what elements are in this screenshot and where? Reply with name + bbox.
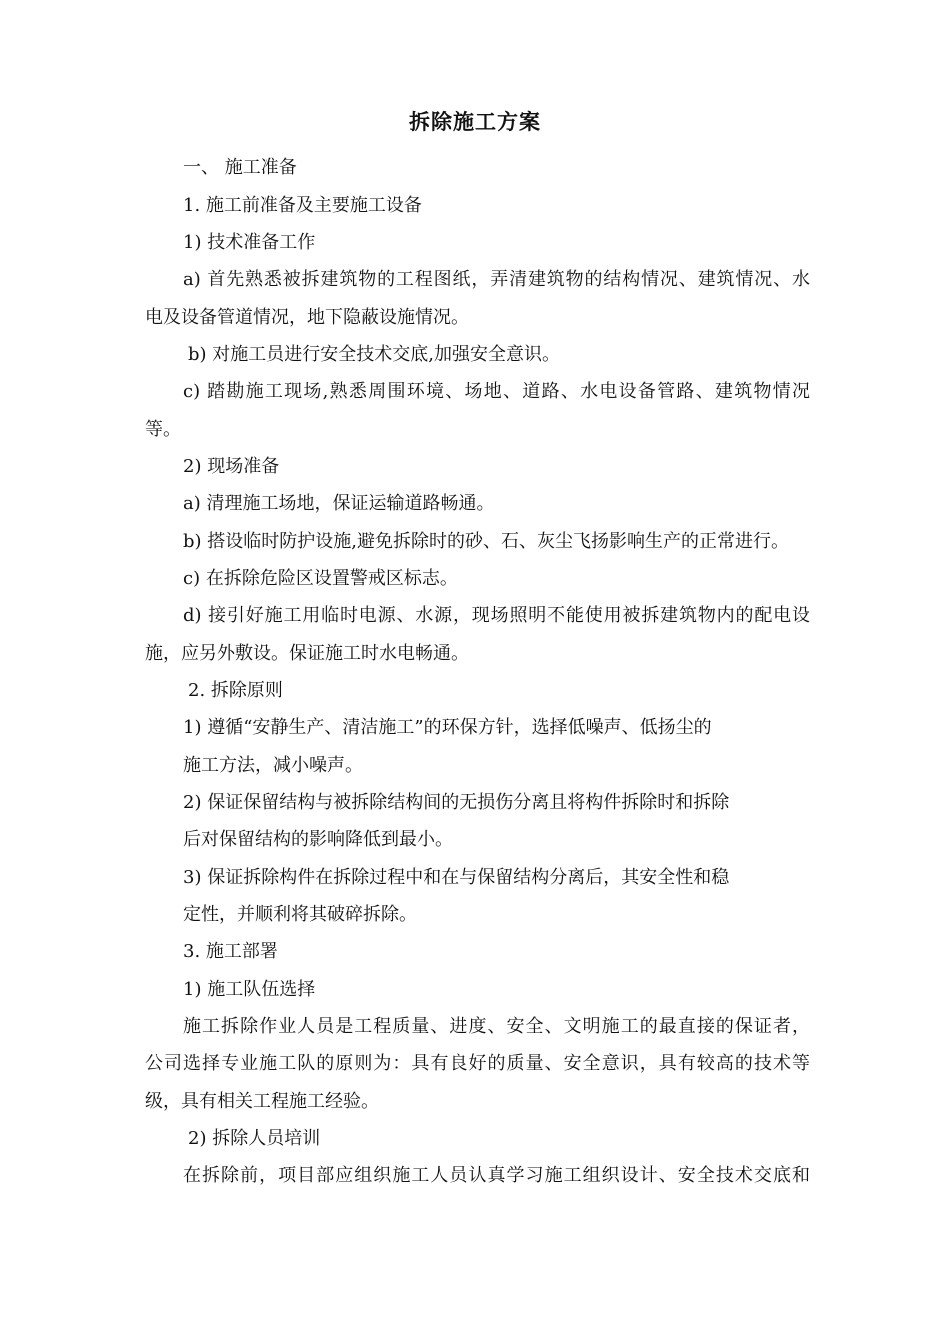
subsection-heading: 3. 施工部署	[183, 941, 278, 962]
paragraph-line: 定性，并顺利将其破碎拆除。	[183, 904, 417, 925]
paragraph-line: 后对保留结构的影响降低到最小。	[183, 829, 453, 850]
paragraph-line: a) 清理施工场地，保证运输道路畅通。	[183, 493, 495, 514]
paragraph-line: a) 首先熟悉被拆建筑物的工程图纸，弄清建筑物的结构情况、建筑情况、水	[183, 269, 810, 290]
paragraph-line: 等。	[145, 419, 181, 440]
paragraph-line: d) 接引好施工用临时电源、水源，现场照明不能使用被拆建筑物内的配电设	[183, 605, 810, 626]
document-title: 拆除施工方案	[409, 109, 541, 134]
paragraph-line: 施工拆除作业人员是工程质量、进度、安全、文明施工的最直接的保证者，	[183, 1016, 810, 1037]
paragraph-line: 2) 保证保留结构与被拆除结构间的无损伤分离且将构件拆除时和拆除	[183, 792, 730, 813]
paragraph-line: c) 踏勘施工现场,熟悉周围环境、场地、道路、水电设备管路、建筑物情况	[183, 381, 810, 402]
paragraph-line: 级，具有相关工程施工经验。	[145, 1091, 379, 1112]
item-heading: 2) 拆除人员培训	[188, 1128, 321, 1149]
paragraph-line: b) 搭设临时防护设施,避免拆除时的砂、石、灰尘飞扬影响生产的正常进行。	[183, 531, 789, 552]
paragraph-line: 公司选择专业施工队的原则为：具有良好的质量、安全意识，具有较高的技术等	[145, 1053, 810, 1074]
subsection-heading: 2. 拆除原则	[188, 680, 283, 701]
paragraph-line: 1) 遵循“安静生产、清洁施工”的环保方针，选择低噪声、低扬尘的	[183, 717, 712, 738]
subsection-heading: 1. 施工前准备及主要施工设备	[183, 195, 422, 216]
paragraph-line: 在拆除前，项目部应组织施工人员认真学习施工组织设计、安全技术交底和	[183, 1165, 810, 1186]
item-heading: 1) 技术准备工作	[183, 232, 316, 253]
paragraph-line: c) 在拆除危险区设置警戒区标志。	[183, 568, 458, 589]
paragraph-line: 3) 保证拆除构件在拆除过程中和在与保留结构分离后，其安全性和稳	[183, 867, 730, 888]
paragraph-line: b) 对施工员进行安全技术交底,加强安全意识。	[188, 344, 560, 365]
paragraph-line: 施工方法，减小噪声。	[183, 755, 363, 776]
item-heading: 2) 现场准备	[183, 456, 280, 477]
section-heading: 一、 施工准备	[183, 157, 297, 178]
paragraph-line: 施，应另外敷设。保证施工时水电畅通。	[145, 643, 469, 664]
paragraph-line: 电及设备管道情况，地下隐蔽设施情况。	[145, 307, 469, 328]
item-heading: 1) 施工队伍选择	[183, 979, 316, 1000]
